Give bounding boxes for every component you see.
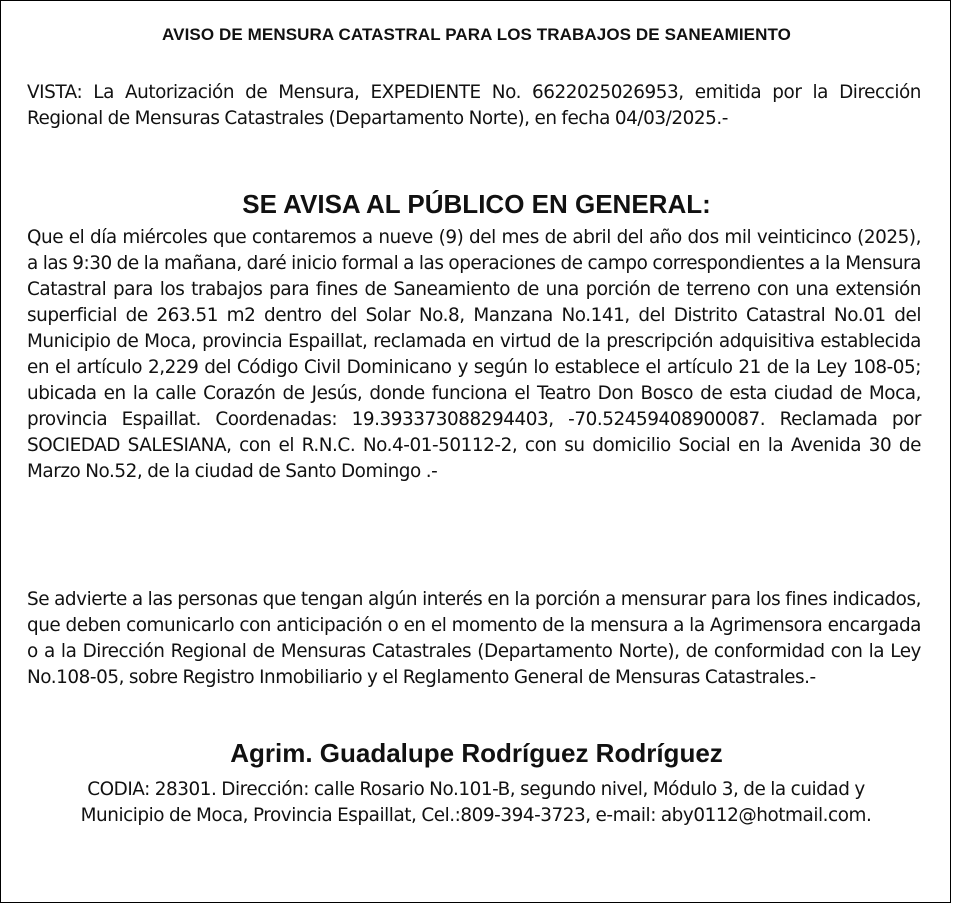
notice-header: AVISO DE MENSURA CATASTRAL PARA LOS TRABAJOS DE SANEAMIENTO <box>162 25 791 44</box>
vista-paragraph: VISTA: La Autorización de Mensura, EXPEDIENTE No. 6622025026953, emitida por la Dirección Regional de Mensuras Catastrales (Departamento Norte), en fecha 04/03/2025.- <box>27 82 921 129</box>
notice-paragraph-operations: Que el día miércoles que contaremos a nueve (9) del mes de abril del año dos mil veinticinco (2025), a las 9:30 de la mañana, daré inicio formal a las operaciones de campo correspondientes a la Mensura Catastral para los trabajos para fines de Saneamiento de una porción de terreno con una extensión superficial de 263.51 m2 dentro del Solar No.8, Manzana No.141, del Distrito Catastral No.01 del Municipio de Moca, provincia Espaillat, reclamada en virtud de la prescripción adquisitiva establecida en el artículo 2,229 del Código Civil Dominicano y según lo establece el artículo 21 de la Ley 108-05; ubicada en la calle Corazón de Jesús, donde funciona el Teatro Don Bosco de esta ciudad de Moca, provincia Espaillat. Coordenadas: 19.393373088294403, -70.52459408900087. Reclamada por SOCIEDAD SALESIANA, con el R.N.C. No.4-01-50112-2, con su domicilio Social en la Avenida 30 de Marzo No.52, de la ciudad de Santo Domingo .- <box>27 227 921 482</box>
surveyor-contact: CODIA: 28301. Dirección: calle Rosario No.101-B, segundo nivel, Módulo 3, de la cuidad y Municipio de Moca, Provincia Espaillat, Cel.:809-394-3723, e-mail: aby0112@hotmail.com. <box>80 779 872 826</box>
surveyor-name: Agrim. Guadalupe Rodríguez Rodríguez <box>230 738 723 768</box>
public-notice-heading: SE AVISA AL PÚBLICO EN GENERAL: <box>242 189 711 219</box>
notice-paragraph-warning: Se advierte a las personas que tengan algún interés en la porción a mensurar para los fines indicados, que deben comunicarlo con anticipación o en el momento de la mensura a la Agrimensora encargada o a la Dirección Regional de Mensuras Catastrales (Departamento Norte), de conformidad con la Ley No.108-05, sobre Registro Inmobiliario y el Reglamento General de Mensuras Catastrales.- <box>27 589 921 688</box>
